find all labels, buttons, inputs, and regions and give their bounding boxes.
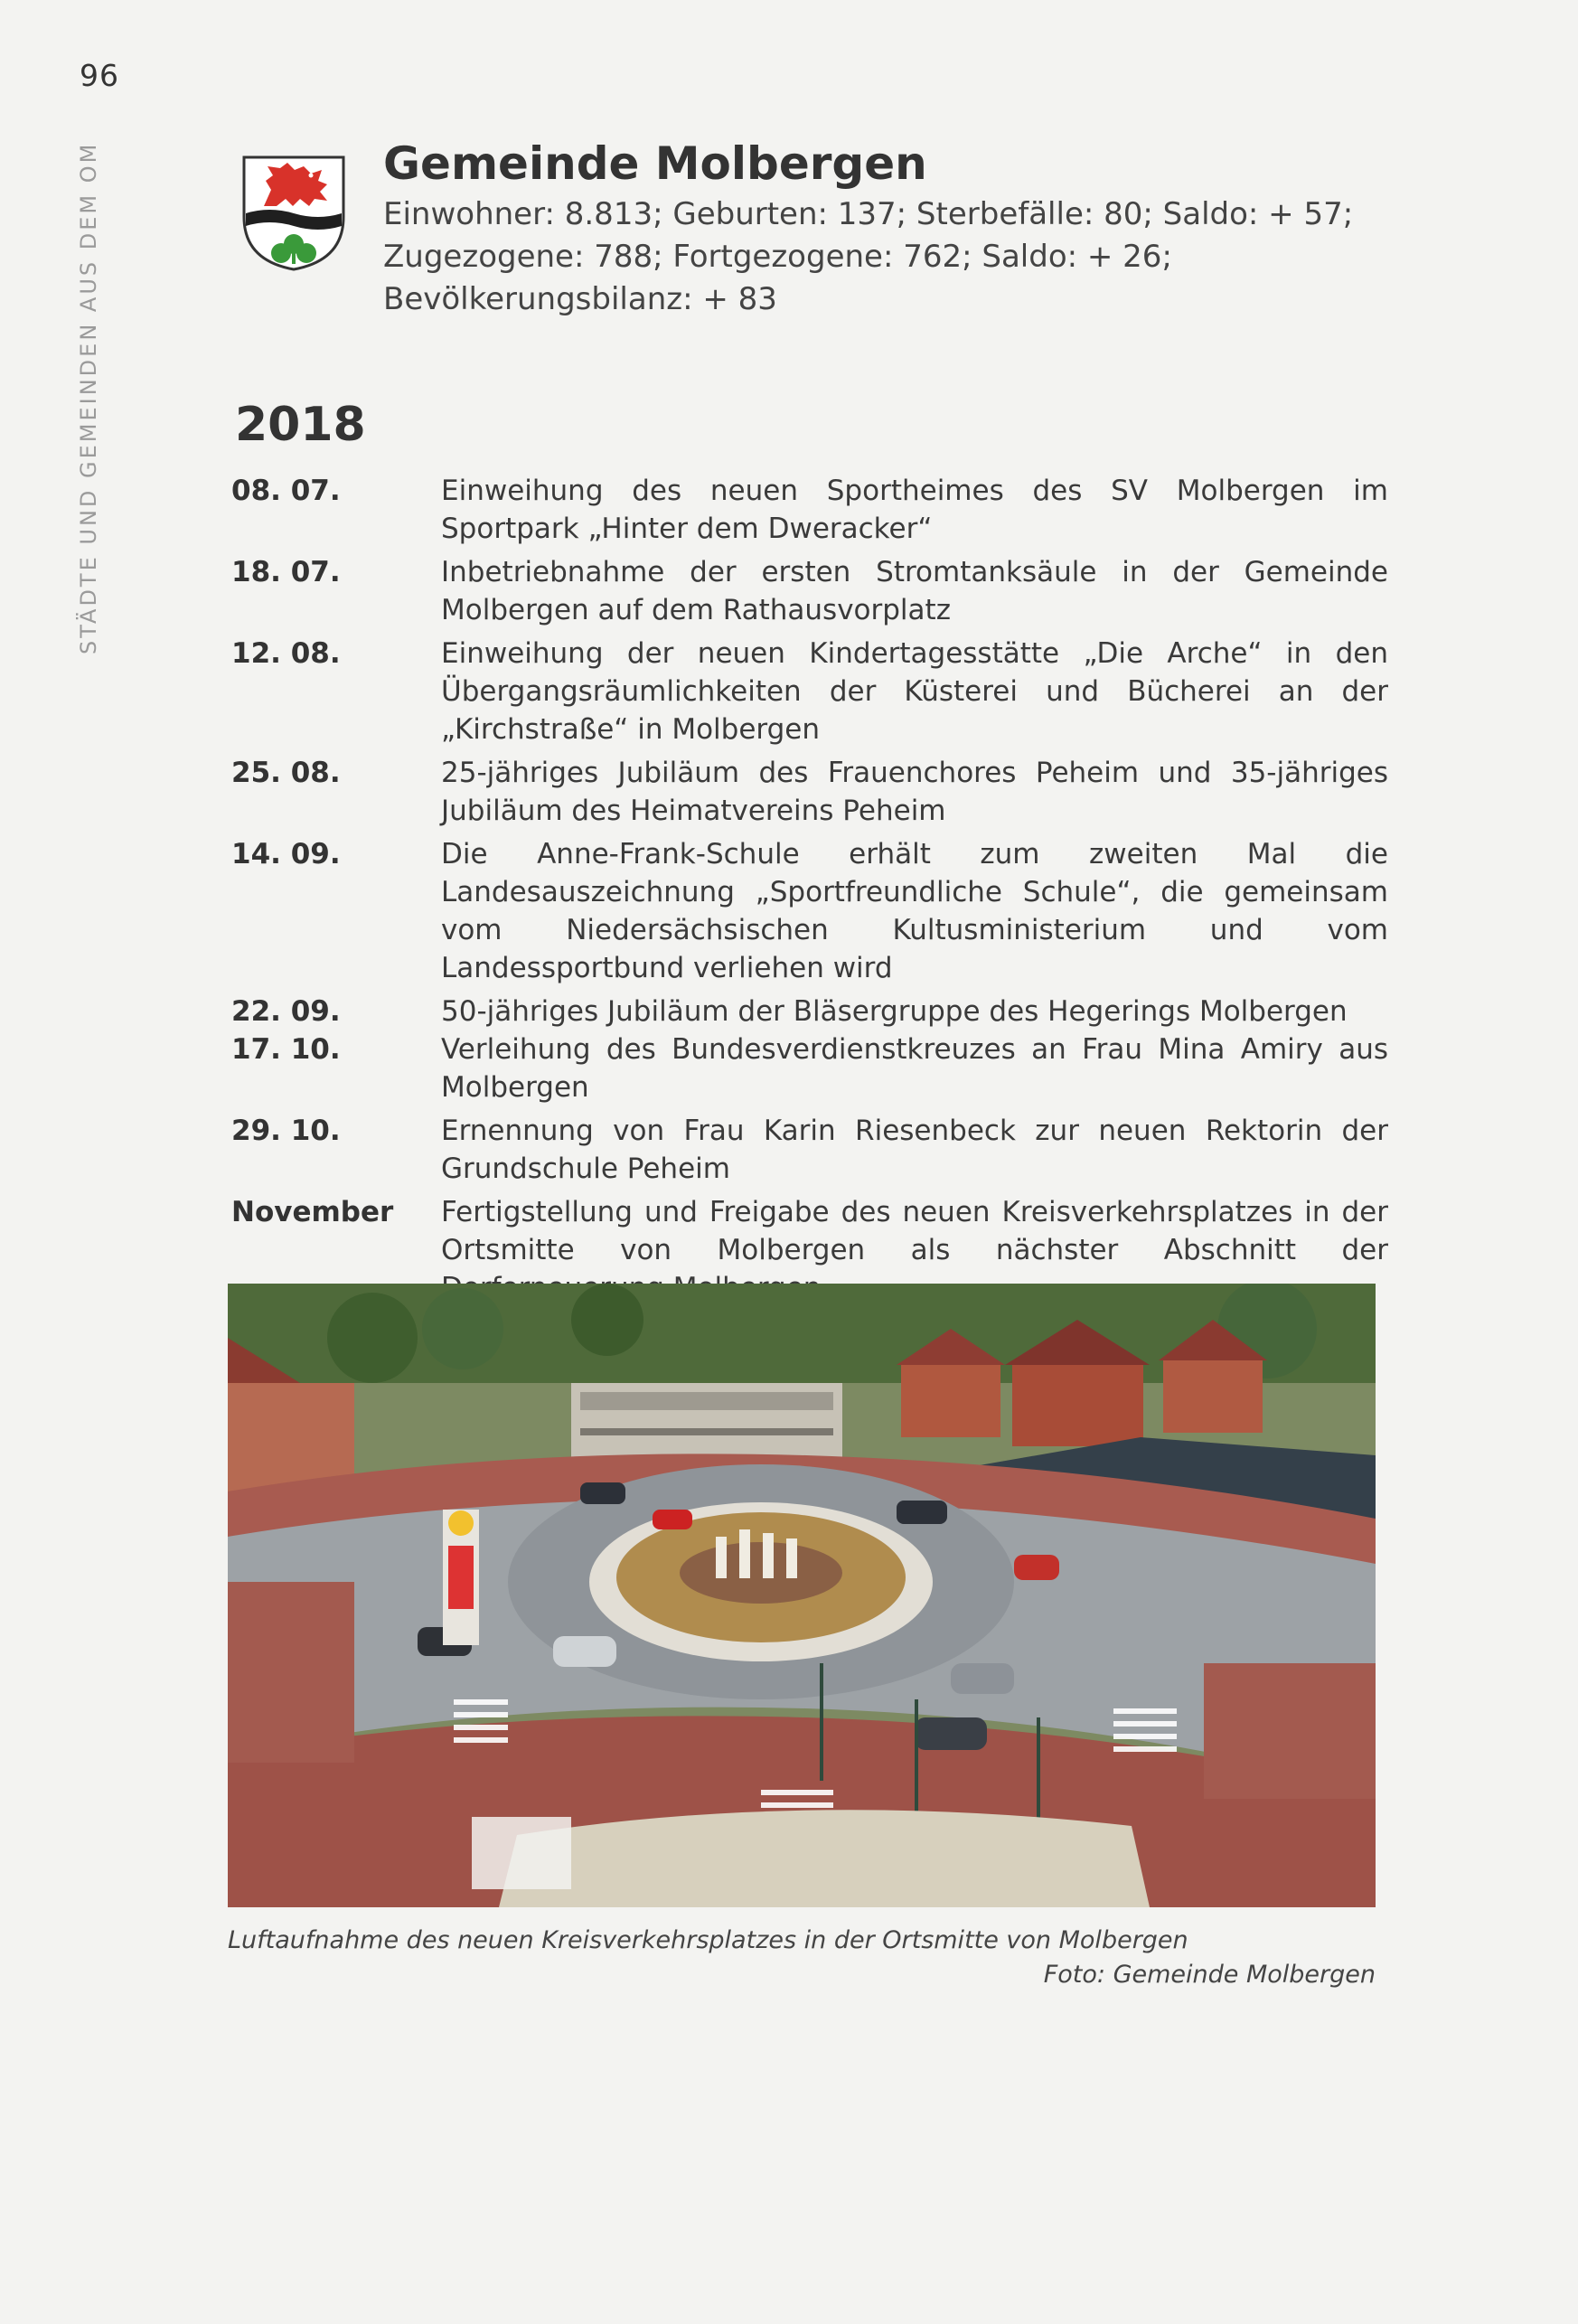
roundabout-aerial-photo bbox=[228, 1284, 1376, 1907]
entry-text: Verleihung des Bundesverdienstkreuzes an Frau Mina Amiry aus Molbergen bbox=[441, 1033, 1388, 1104]
chronicle-entry bbox=[231, 993, 1388, 1030]
entry-date: 18. 07. bbox=[231, 556, 341, 588]
chronicle-entry bbox=[231, 635, 1388, 748]
entry-text: Einweihung der neuen Kindertagesstätte „Die Arche“ in den Übergangsräumlichkeiten der Küsterei und Bücherei an der „Kirchstraße“ in Molbergen bbox=[441, 637, 1388, 746]
page-number: 96 bbox=[80, 58, 119, 93]
entry-date: November bbox=[231, 1196, 394, 1228]
chronicle-entry bbox=[231, 754, 1388, 830]
entry-date: 29. 10. bbox=[231, 1115, 341, 1147]
year-heading: 2018 bbox=[235, 398, 366, 452]
entry-date: 14. 09. bbox=[231, 838, 341, 870]
entry-text: Inbetriebnahme der ersten Stromtanksäule in der Gemeinde Molbergen auf dem Rathausvorplatz bbox=[441, 556, 1388, 626]
photo-caption-block bbox=[228, 1924, 1376, 1992]
stats-line: Einwohner: 8.813; Geburten: 137; Sterbefälle: 80; Saldo: + 57; bbox=[383, 196, 1354, 232]
entry-text: 50-jähriges Jubiläum der Bläsergruppe des Hegerings Molbergen bbox=[441, 995, 1348, 1028]
entry-date: 22. 09. bbox=[231, 995, 341, 1028]
stats-line: Zugezogene: 788; Fortgezogene: 762; Saldo: + 26; bbox=[383, 239, 1172, 275]
entry-text: Einweihung des neuen Sportheimes des SV Molbergen im Sportpark „Hinter dem Dweracker“ bbox=[441, 475, 1388, 545]
entry-text: Ernennung von Frau Karin Riesenbeck zur neuen Rektorin der Grundschule Peheim bbox=[441, 1115, 1388, 1185]
stats-line: Bevölkerungsbilanz: + 83 bbox=[383, 281, 777, 317]
entry-date: 08. 07. bbox=[231, 475, 341, 507]
entry-date: 25. 08. bbox=[231, 757, 341, 789]
municipality-title: Gemeinde Molbergen bbox=[383, 137, 927, 190]
chronicle-entry bbox=[231, 835, 1388, 987]
entry-date: 12. 08. bbox=[231, 637, 341, 670]
entry-date: 17. 10. bbox=[231, 1033, 341, 1066]
chronicle-entry bbox=[231, 1030, 1388, 1106]
entry-text: 25-jähriges Jubiläum des Frauenchores Peheim und 35-jähriges Jubiläum des Heimatvereins Peheim bbox=[441, 757, 1388, 827]
population-stats bbox=[383, 193, 1395, 321]
entry-text: Fertigstellung und Freigabe des neuen Kreisverkehrsplatzes in der Ortsmitte von Molbergen als nächster Abschnitt der bbox=[441, 1196, 1388, 1266]
chronicle-list bbox=[231, 472, 1388, 1307]
coat-of-arms-icon bbox=[240, 154, 347, 273]
chronicle-entry bbox=[231, 472, 1388, 548]
photo-caption: Luftaufnahme des neuen Kreisverkehrsplatzes in der Ortsmitte von Molbergen bbox=[228, 1926, 1188, 1954]
chronicle-entry bbox=[231, 1112, 1388, 1188]
entry-text: Die Anne-Frank-Schule erhält zum zweiten Mal die Landesauszeichnung „Sportfreundliche Schule“, die gemeinsam vom Niedersächsischen Kultusministerium und vom Landessportbund verliehen wird bbox=[441, 838, 1388, 984]
section-side-label: STÄDTE UND GEMEINDEN AUS DEM OM bbox=[76, 141, 101, 654]
photo-credit: Foto: Gemeinde Molbergen bbox=[1043, 1961, 1376, 1989]
chronicle-entry bbox=[231, 553, 1388, 629]
